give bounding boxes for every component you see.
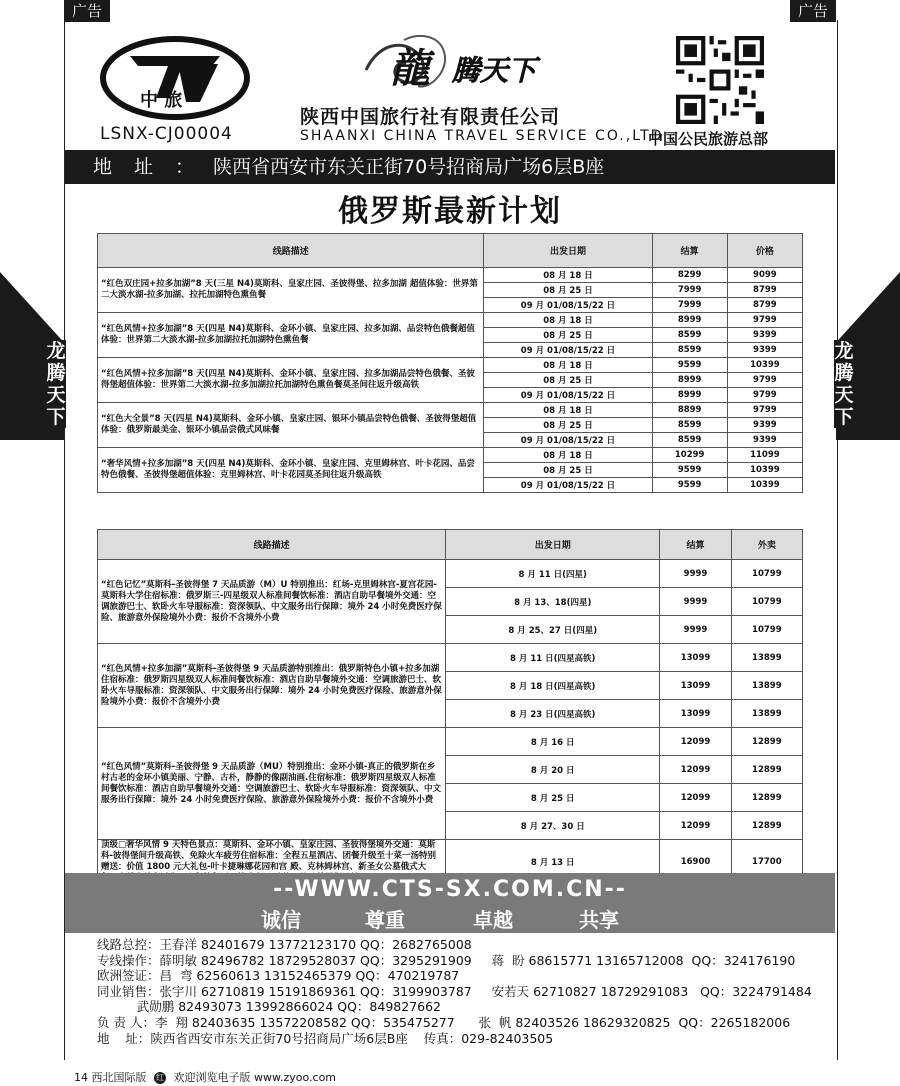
retail-price: 12899 xyxy=(731,812,802,840)
route-description: “红色风情+拉多加湖”莫斯科-圣彼得堡 9 天品质游特别推出：俄罗斯特色小镇+拉多加湖住宿标准：俄罗斯四星级双人标准间餐饮标准：酒店自助早餐境外交通：空调旅游巴士、软卧火车导服标准：资深领队、中文服务出行保障：境外 24 小时免费医疗保险、旅游意外保险境外小费：报价不含境外小费 xyxy=(98,644,446,728)
side-text-right xyxy=(834,340,854,428)
logo-mark-text: 中 旅 xyxy=(140,90,183,111)
departure-date: 09 月 01/08/15/22 日 xyxy=(484,478,652,493)
settlement-price: 7999 xyxy=(652,298,727,313)
side-char: 下 xyxy=(46,406,66,428)
footer-logo-icon: 红 xyxy=(156,1073,164,1082)
retail-price: 9799 xyxy=(727,313,802,328)
settlement-price: 8599 xyxy=(652,328,727,343)
table-row xyxy=(98,560,803,588)
address-value: 陕西省西安市东关正街70号招商局广场6层B座 xyxy=(213,156,605,178)
settlement-price: 12099 xyxy=(660,756,731,784)
departure-date: 8 月 11 日(四星) xyxy=(446,560,660,588)
departure-date: 8 月 18 日(四星高铁) xyxy=(446,672,660,700)
retail-price: 10799 xyxy=(731,560,802,588)
retail-price: 9799 xyxy=(727,403,802,418)
route-description: “红色大全景”8 天(四星 N4)莫斯科、金环小镇、皇家庄园、银环小镇品尝特色俄餐、圣彼得堡超值体验：俄罗斯最美金、银环小镇品尝俄式风味餐 xyxy=(98,403,484,448)
departure-date: 08 月 18 日 xyxy=(484,403,652,418)
side-char: 天 xyxy=(46,384,66,406)
retail-price: 10799 xyxy=(731,588,802,616)
retail-price: 9399 xyxy=(727,418,802,433)
contact-line: 专线操作：薛明敏 82496782 18729528037 QQ：3295291909 蒋 盼 68615771 13165712008 QQ：324176190 xyxy=(97,952,796,968)
contact-line: 地 址：陕西省西安市东关正街70号招商局广场6层B座 传真：029-82403505 xyxy=(97,1030,554,1046)
contact-line: 同业销售：张宇川 62710819 15191869361 QQ：3199903787 安若天 62710827 18729291083 QQ：3224791484 xyxy=(97,983,812,999)
settlement-price: 10299 xyxy=(652,448,727,463)
column-header: 外卖 xyxy=(731,530,802,560)
settlement-price: 13099 xyxy=(660,644,731,672)
column-header: 线路描述 xyxy=(98,530,446,560)
website-url[interactable]: --WWW.CTS-SX.COM.CN-- xyxy=(273,877,627,902)
route-description: “红色记忆”莫斯科-圣彼得堡 7 天品质游（M）U 特别推出：红场-克里姆林宫-夏宫花园-莫斯科大学住宿标准：俄罗斯三-四星级双人标准间餐饮标准：酒店自助早餐境外交通：空调旅游巴士、软卧火车导服标准：资深领队、中文服务出行保障：境外 24 小时免费医疗保险、旅游意外保险境外小费：报价不含境外小费 xyxy=(98,560,446,644)
page-footer xyxy=(74,1069,336,1085)
settlement-price: 12099 xyxy=(660,784,731,812)
settlement-price: 9599 xyxy=(652,358,727,373)
table-row xyxy=(98,358,803,373)
dragon-brand-logo xyxy=(360,30,620,100)
departure-date: 08 月 18 日 xyxy=(484,268,652,283)
retail-price: 12899 xyxy=(731,756,802,784)
retail-price: 9099 xyxy=(727,268,802,283)
retail-price: 10799 xyxy=(731,616,802,644)
side-char: 腾 xyxy=(834,362,854,384)
slogan-item: 尊重 xyxy=(365,908,405,932)
departure-date: 8 月 25、27 日(四星) xyxy=(446,616,660,644)
column-header: 价格 xyxy=(727,234,802,268)
column-header: 出发日期 xyxy=(446,530,660,560)
settlement-price: 16900 xyxy=(660,840,731,885)
retail-price: 17700 xyxy=(731,840,802,885)
retail-price: 8799 xyxy=(727,298,802,313)
brand-slogan: 腾天下 xyxy=(452,54,537,87)
address-label: 地址： xyxy=(93,156,217,178)
route-description: 顶级□奢华风情 9 天特色景点：莫斯科、金环小镇、皇家庄园、圣彼得堡境外交通：莫斯科-彼得堡间升级高铁、免除火车疲劳住宿标准：全程五星酒店、团餐升级至十菜一汤特别赠送：价值 1800 元大礼包-叶卡捷琳娜花园和宫 殿、克林姆林宫、新圣女公墓俄式大 xyxy=(98,840,446,885)
settlement-price: 13099 xyxy=(660,700,731,728)
company-name-cn: 陕西中国旅行社有限责任公司 xyxy=(300,106,561,128)
route-description: “奢华风情+拉多加湖”8 天(四星 N4)莫斯科、金环小镇、皇家庄园、克里姆林宫、叶卡花园、品尝特色俄餐、圣彼得堡超值体验：克里姆林宫、叶卡花园莫圣间往返升级高铁 xyxy=(98,448,484,493)
slogan-item: 共享 xyxy=(579,908,619,932)
company-name-en: SHAANXI CHINA TRAVEL SERVICE CO.,LTD xyxy=(300,128,664,144)
side-char: 腾 xyxy=(46,362,66,384)
departure-date: 08 月 25 日 xyxy=(484,283,652,298)
retail-price: 11099 xyxy=(727,448,802,463)
departure-date: 8 月 11 日(四星高铁) xyxy=(446,644,660,672)
departure-date: 09 月 01/08/15/22 日 xyxy=(484,343,652,358)
retail-price: 10399 xyxy=(727,358,802,373)
departure-date: 08 月 25 日 xyxy=(484,463,652,478)
table-row xyxy=(98,313,803,328)
retail-price: 9799 xyxy=(727,373,802,388)
footer-text[interactable]: 欢迎浏览电子版 www.zyoo.com xyxy=(173,1071,337,1084)
settlement-price: 9599 xyxy=(652,463,727,478)
departure-date: 8 月 16 日 xyxy=(446,728,660,756)
header-row xyxy=(98,530,803,560)
column-header: 出发日期 xyxy=(484,234,652,268)
slogan-item: 诚信 xyxy=(261,908,301,932)
departure-date: 08 月 18 日 xyxy=(484,448,652,463)
departure-date: 09 月 01/08/15/22 日 xyxy=(484,298,652,313)
edition-name: 西北国际版 xyxy=(91,1071,147,1084)
column-header: 结算 xyxy=(660,530,731,560)
settlement-price: 8899 xyxy=(652,403,727,418)
ad-label-right: 广告 xyxy=(790,0,836,22)
route-description: “红色风情+拉多加湖”8 天(四星 N4)莫斯科、金环小镇、皇家庄园、拉多加湖、品尝特色俄餐超值体验：世界第二大淡水湖-拉多加湖拉托加湖特色熏鱼餐 xyxy=(98,313,484,358)
settlement-price: 8999 xyxy=(652,388,727,403)
departure-date: 09 月 01/08/15/22 日 xyxy=(484,388,652,403)
departure-date: 8 月 13、18(四星) xyxy=(446,588,660,616)
departure-date: 08 月 25 日 xyxy=(484,373,652,388)
departure-date: 08 月 18 日 xyxy=(484,313,652,328)
departure-date: 8 月 13 日 xyxy=(446,840,660,885)
contact-line: 武勋鹏 82493073 13992866024 QQ：849827662 xyxy=(97,999,442,1015)
tour-table-1 xyxy=(97,233,803,493)
license-number: LSNX-CJ00004 xyxy=(100,124,233,144)
table-row xyxy=(98,403,803,418)
retail-price: 13899 xyxy=(731,644,802,672)
side-char: 龙 xyxy=(46,340,66,362)
retail-price: 10399 xyxy=(727,463,802,478)
qr-code xyxy=(676,36,764,124)
settlement-price: 8599 xyxy=(652,418,727,433)
retail-price: 13899 xyxy=(731,700,802,728)
page-number: 14 xyxy=(74,1071,88,1084)
departure-date: 8 月 20 日 xyxy=(446,756,660,784)
website-band xyxy=(65,873,835,933)
side-char: 龙 xyxy=(834,340,854,362)
settlement-price: 7999 xyxy=(652,283,727,298)
settlement-price: 8999 xyxy=(652,313,727,328)
departure-date: 08 月 25 日 xyxy=(484,418,652,433)
retail-price: 13899 xyxy=(731,672,802,700)
departure-date: 8 月 27、30 日 xyxy=(446,812,660,840)
settlement-price: 8999 xyxy=(652,373,727,388)
retail-price: 8799 xyxy=(727,283,802,298)
retail-price: 10399 xyxy=(727,478,802,493)
departure-date: 8 月 25 日 xyxy=(446,784,660,812)
settlement-price: 13099 xyxy=(660,672,731,700)
route-description: “红色风情+拉多加湖”8 天(四星 N4)莫斯科、金环小镇、皇家庄园、拉多加湖品尝特色俄餐、圣彼得堡超值体验：世界第二大淡水湖-拉多加湖拉托加湖特色熏鱼餐莫圣间往返升级高铁 xyxy=(98,358,484,403)
settlement-price: 8299 xyxy=(652,268,727,283)
settlement-price: 9599 xyxy=(652,478,727,493)
departure-date: 08 月 25 日 xyxy=(484,328,652,343)
cts-logo xyxy=(100,36,250,120)
tour-table-2 xyxy=(97,529,803,885)
settlement-price: 12099 xyxy=(660,728,731,756)
departure-date: 08 月 18 日 xyxy=(484,358,652,373)
header-row xyxy=(98,234,803,268)
retail-price: 9399 xyxy=(727,328,802,343)
settlement-price: 12099 xyxy=(660,812,731,840)
retail-price: 9399 xyxy=(727,433,802,448)
page-title: 俄罗斯最新计划 xyxy=(338,194,562,229)
table-row xyxy=(98,644,803,672)
contact-line: 线路总控：王春洋 82401679 13772123170 QQ：2682765008 xyxy=(97,937,472,952)
table-row xyxy=(98,268,803,283)
route-description: “红色双庄园+拉多加湖”8 天(三星 N4)莫斯科、皇家庄园、圣彼得堡、拉多加湖 超值体验：世界第二大淡水湖-拉多加湖、拉托加湖特色熏鱼餐 xyxy=(98,268,484,313)
ad-label-left: 广告 xyxy=(64,0,110,22)
retail-price: 12899 xyxy=(731,784,802,812)
column-header: 线路描述 xyxy=(98,234,484,268)
side-char: 下 xyxy=(834,406,854,428)
settlement-price: 9999 xyxy=(660,616,731,644)
retail-price: 9799 xyxy=(727,388,802,403)
contact-line: 负 责 人：李 翔 82403635 13572208582 QQ：535475277 张 帆 82403526 18629320825 QQ：2265182006 xyxy=(97,1014,791,1030)
side-text-left xyxy=(46,340,66,428)
departure-date: 09 月 01/08/15/22 日 xyxy=(484,433,652,448)
route-description: “红色风情”莫斯科-圣彼得堡 9 天品质游（MU）特别推出：金环小镇-真正的俄罗斯在乡村古老的金环小镇美丽、宁静、古朴，静静的像副油画.住宿标准：俄罗斯四星级双人标准间餐饮标准：酒店自助早餐境外交通：空调旅游巴士、软卧火车导服标准：资深领队、中文服务出行保障：境外 24 小时免费医疗保险、旅游意外保险境外小费：报价不含境外小费 xyxy=(98,728,446,840)
settlement-price: 8599 xyxy=(652,433,727,448)
side-char: 天 xyxy=(834,384,854,406)
table-row xyxy=(98,448,803,463)
retail-price: 9399 xyxy=(727,343,802,358)
column-header: 结算 xyxy=(652,234,727,268)
table-row xyxy=(98,728,803,756)
settlement-price: 8599 xyxy=(652,343,727,358)
retail-price: 12899 xyxy=(731,728,802,756)
settlement-price: 9999 xyxy=(660,588,731,616)
slogan-item: 卓越 xyxy=(473,908,513,932)
qr-caption: 中国公民旅游总部 xyxy=(648,130,769,148)
settlement-price: 9999 xyxy=(660,560,731,588)
departure-date: 8 月 23 日(四星高铁) xyxy=(446,700,660,728)
contact-list xyxy=(97,937,812,1046)
contact-line: 欧洲签证：昌 弯 62560613 13152465379 QQ：470219787 xyxy=(97,968,460,984)
address-bar xyxy=(65,150,835,184)
svg-text:龍: 龍 xyxy=(390,45,430,92)
